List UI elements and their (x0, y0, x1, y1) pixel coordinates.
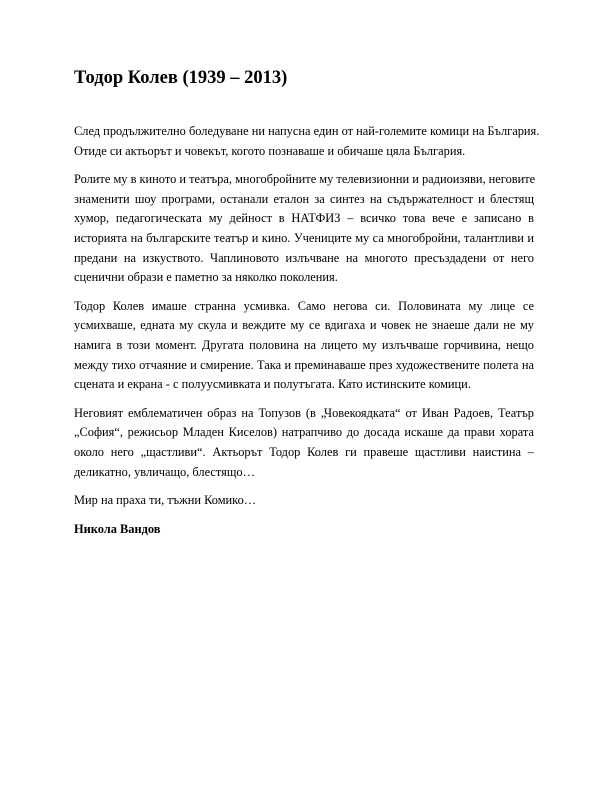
text-line: Мир на праха ти, тъжни Комико… (74, 493, 257, 508)
text-line: деликатно, увличащо, блестящо… (74, 464, 255, 479)
author-signature: Никола Вандов (74, 521, 161, 536)
article-body (74, 122, 540, 539)
text-line: Тодор Колев имаше странна усмивка. Само негова си. Половината му лице се (74, 298, 534, 313)
page-title: Тодор Колев (1939 – 2013) (74, 68, 288, 88)
text-line: Ролите му в киното и театъра, многобройните му телевизионни и радиоизяви, неговите (74, 172, 536, 187)
text-line: предани на изкуството. Чаплиновото излъчване на многото пресъздадени от него (74, 250, 534, 265)
text-line: историята на българските театър и кино. Учениците му са многобройни, талантливи и (74, 230, 534, 245)
text-line: Отиде си актьорът и човекът, когото познаваше и обичаше цяла България. (74, 143, 466, 158)
paragraph-5 (74, 491, 534, 511)
text-line: знаменити шоу програми, останали еталон за синтез на съдържателност и блестящ (74, 191, 534, 206)
paragraph-2 (74, 170, 534, 288)
text-line: сцената и екрана - с полуусмивката и полутъгата. Като истинските комици. (74, 377, 471, 392)
text-line: След продължително боледуване ни напусна един от най-големите комици на България. (74, 124, 540, 138)
text-line: около него „щастливи“. Актьорът Тодор Колев ги правеше щастливи наистина – (74, 444, 534, 459)
paragraph-3 (74, 297, 534, 395)
text-line: Неговият емблематичен образ на Топузов (в „Човекоядката“ от Иван Радоев, Театър (74, 405, 534, 420)
paragraph-1 (74, 122, 540, 161)
text-line: между тихо отчаяние и смирение. Така и преминаваше през художествените полета на (74, 357, 534, 372)
text-line: хумор, педагогическата му дейност в НАТФИЗ – всичко това вече е записано в (74, 211, 534, 226)
text-line: намига в този момент. Другата половина на лицето му излъчваше горчивина, нещо (74, 337, 534, 352)
text-line: усмихваше, едната му скула и веждите му се вдигаха и човек не знаеше дали не му (74, 318, 534, 333)
paragraph-4 (74, 404, 534, 482)
text-line: сценични образи е паметно за няколко поколения. (74, 270, 338, 285)
text-line: „София“, режисьор Младен Киселов) натрапчиво до досада искаше да прави хората (74, 425, 534, 440)
